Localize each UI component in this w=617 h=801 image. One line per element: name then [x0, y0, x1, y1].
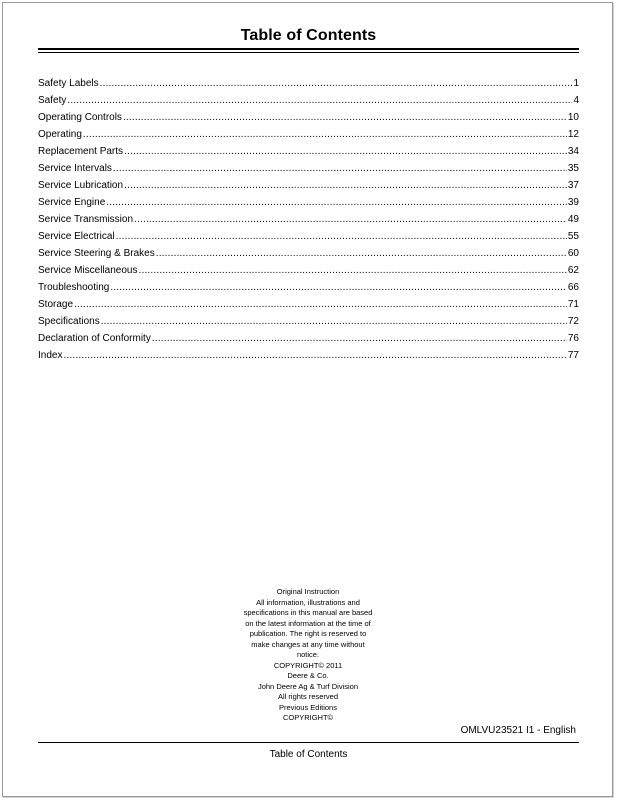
notice-line: All rights reserved	[277, 692, 339, 701]
toc-entry-service-intervals[interactable]	[38, 162, 579, 179]
toc-leader-dots	[116, 230, 567, 244]
notice-line: John Deere Ag & Turf Division	[257, 681, 359, 691]
toc-entry-label[interactable]: Operating Controls	[38, 112, 122, 123]
toc-entry-service-transmission[interactable]	[38, 213, 579, 230]
toc-entry-declaration-of-conformity[interactable]	[38, 332, 579, 349]
notice-line: specifications in this manual are based	[243, 608, 373, 617]
toc-entry-replacement-parts[interactable]	[38, 145, 579, 162]
toc-leader-dots	[123, 111, 567, 125]
notice-line: Deere & Co.	[287, 671, 329, 680]
toc-entry-service-steering-brakes[interactable]	[38, 247, 579, 264]
toc-leader-dots	[156, 247, 567, 261]
toc-entry-page[interactable]: 37	[567, 180, 579, 191]
toc-leader-dots	[101, 315, 567, 329]
toc-entry-troubleshooting[interactable]	[38, 281, 579, 298]
toc-entry-page[interactable]: 76	[567, 333, 579, 344]
toc-leader-dots	[110, 281, 567, 295]
toc-entry-page[interactable]: 55	[567, 231, 579, 242]
toc-entry-label[interactable]: Storage	[38, 299, 74, 310]
notice-line: All information, illustrations and	[256, 597, 360, 607]
toc-entry-label[interactable]: Service Intervals	[38, 163, 112, 174]
toc-leader-dots	[100, 77, 573, 91]
toc-entry-page[interactable]: 71	[567, 299, 579, 310]
footer-section-label: Table of Contents	[269, 749, 348, 760]
notice-line: publication. The right is reserved to	[249, 629, 367, 638]
toc-entry-label[interactable]: Specifications	[38, 316, 100, 327]
page-title: Table of Contents	[240, 27, 377, 44]
toc-entry-label[interactable]: Replacement Parts	[38, 146, 124, 157]
toc-entry-page[interactable]: 12	[567, 129, 579, 140]
toc-leader-dots	[74, 298, 567, 312]
toc-entry-page[interactable]: 49	[567, 214, 579, 225]
toc-entry-safety-labels[interactable]	[38, 77, 579, 94]
toc-entry-page[interactable]: 62	[567, 265, 579, 276]
toc-entry-page[interactable]: 66	[567, 282, 579, 293]
toc-entry-label[interactable]: Service Electrical	[38, 231, 115, 242]
toc-entry-page[interactable]: 72	[567, 316, 579, 327]
toc-list	[38, 77, 579, 366]
toc-entry-page[interactable]: 39	[567, 197, 579, 208]
toc-entry-operating[interactable]	[38, 128, 579, 145]
toc-leader-dots	[67, 94, 572, 108]
toc-entry-label[interactable]: Service Transmission	[38, 214, 134, 225]
toc-entry-page[interactable]: 1	[573, 78, 579, 89]
toc-entry-page[interactable]: 77	[567, 350, 579, 361]
toc-entry-label[interactable]: Declaration of Conformity	[38, 333, 151, 344]
toc-leader-dots	[113, 162, 567, 176]
toc-entry-specifications[interactable]	[38, 315, 579, 332]
toc-entry-label[interactable]: Index	[38, 350, 63, 361]
toc-entry-page[interactable]: 4	[573, 95, 579, 106]
toc-entry-label[interactable]: Service Miscellaneous	[38, 265, 138, 276]
toc-entry-storage[interactable]	[38, 298, 579, 315]
toc-entry-label[interactable]: Safety Labels	[38, 78, 99, 89]
document-id: OMLVU23521 I1 - English	[460, 725, 576, 736]
toc-entry-safety[interactable]	[38, 94, 579, 111]
title-rule-thick	[38, 48, 579, 50]
toc-entry-label[interactable]: Troubleshooting	[38, 282, 110, 293]
toc-leader-dots	[106, 196, 567, 210]
title-rule-thin	[38, 52, 579, 53]
toc-entry-service-electrical[interactable]	[38, 230, 579, 247]
toc-entry-label[interactable]: Safety	[38, 95, 67, 106]
toc-leader-dots	[63, 349, 566, 363]
toc-leader-dots	[139, 264, 567, 278]
toc-entry-label[interactable]: Service Lubrication	[38, 180, 124, 191]
notice-line: COPYRIGHT© 2011	[273, 660, 343, 670]
footer-rule	[38, 742, 579, 743]
toc-entry-page[interactable]: 10	[567, 112, 579, 123]
notice-line: Previous Editions	[279, 702, 337, 712]
toc-leader-dots	[124, 179, 567, 193]
toc-entry-service-miscellaneous[interactable]	[38, 264, 579, 281]
toc-entry-index[interactable]	[38, 349, 579, 366]
toc-entry-page[interactable]: 60	[567, 248, 579, 259]
toc-entry-operating-controls[interactable]	[38, 111, 579, 128]
toc-entry-label[interactable]: Service Steering & Brakes	[38, 248, 155, 259]
copyright-notice	[208, 587, 408, 724]
notice-line: make changes at any time without	[251, 639, 365, 649]
toc-entry-label[interactable]: Operating	[38, 129, 82, 140]
toc-entry-service-engine[interactable]	[38, 196, 579, 213]
toc-entry-page[interactable]: 34	[567, 146, 579, 157]
toc-entry-page[interactable]: 35	[567, 163, 579, 174]
toc-leader-dots	[134, 213, 567, 227]
notice-line: notice.	[296, 650, 320, 659]
toc-leader-dots	[83, 128, 567, 142]
notice-line: on the latest information at the time of	[245, 618, 371, 628]
notice-line: COPYRIGHT©	[282, 713, 334, 722]
toc-leader-dots	[124, 145, 567, 159]
toc-entry-service-lubrication[interactable]	[38, 179, 579, 196]
toc-entry-label[interactable]: Service Engine	[38, 197, 106, 208]
notice-line: Original Instruction	[276, 587, 340, 596]
toc-leader-dots	[152, 332, 567, 346]
